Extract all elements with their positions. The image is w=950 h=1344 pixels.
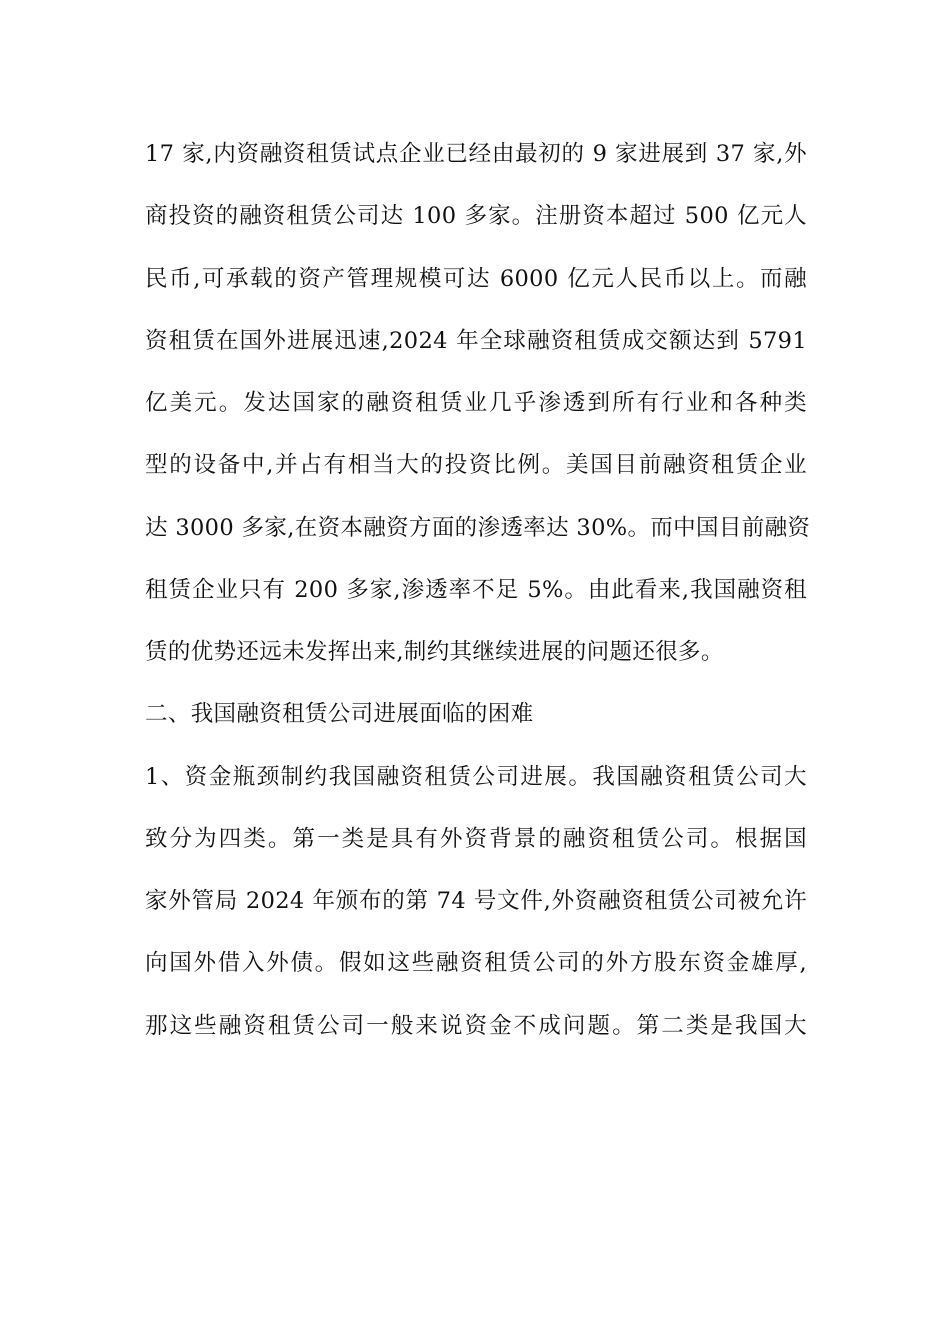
document-body <box>145 132 811 1066</box>
text-line-4: 资租赁在国外进展迅速,2024 年全球融资租赁成交额达到 5791 <box>145 327 807 354</box>
text-line-8: 租赁企业只有 200 多家,渗透率不足 5%。由此看来,我国融资租 <box>145 576 807 603</box>
text-line-14: 向国外借入外债。假如这些融资租赁公司的外方股东资金雄厚, <box>145 950 807 977</box>
text-line-2: 商投资的融资租赁公司达 100 多家。注册资本超过 500 亿元人 <box>145 203 807 230</box>
text-line-5: 亿美元。发达国家的融资租赁业几乎渗透到所有行业和各种类 <box>145 390 807 416</box>
text-line-15: 那这些融资租赁公司一般来说资金不成问题。第二类是我国大 <box>145 1012 807 1039</box>
text-line-13: 家外管局 2024 年颁布的第 74 号文件,外资融资租赁公司被允许 <box>145 888 807 914</box>
text-line-6: 型的设备中,并占有相当大的投资比例。美国目前融资租赁企业 <box>145 452 807 479</box>
text-line-3: 民币,可承载的资产管理规模可达 6000 亿元人民币以上。而融 <box>145 265 807 292</box>
text-line-12: 致分为四类。第一类是具有外资背景的融资租赁公司。根据国 <box>145 825 807 852</box>
text-line-9: 赁的优势还远未发挥出来,制约其继续进展的问题还很多。 <box>145 639 724 665</box>
section-heading: 二、我国融资租赁公司进展面临的困难 <box>145 701 534 728</box>
text-line-7: 达 3000 多家,在资本融资方面的渗透率达 30%。而中国目前融资 <box>145 514 811 541</box>
text-line-11: 1、资金瓶颈制约我国融资租赁公司进展。我国融资租赁公司大 <box>145 763 807 790</box>
text-line-1: 17 家,内资融资租赁试点企业已经由最初的 9 家进展到 37 家,外 <box>145 141 807 167</box>
